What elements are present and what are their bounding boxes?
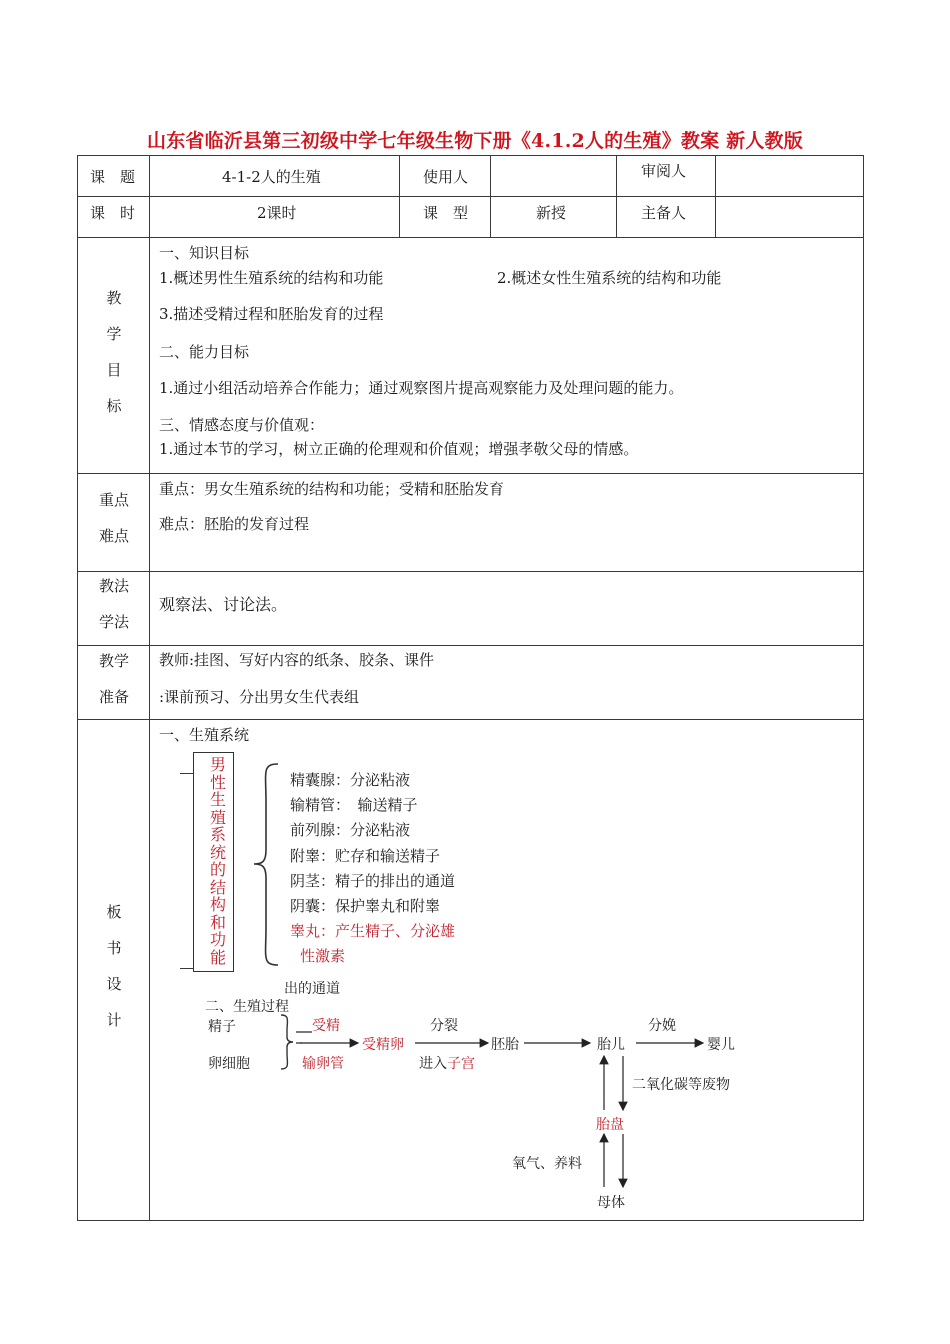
reviewer-label: 审阅人 <box>641 162 687 180</box>
embryo-label: 胚胎 <box>491 1037 519 1053</box>
baby-label: 婴儿 <box>707 1037 735 1053</box>
ability-heading: 二、能力目标 <box>159 343 250 361</box>
egg-label: 卵细胞 <box>208 1056 250 1072</box>
keypoints-label-2: 难点 <box>98 527 129 545</box>
male-organ-item: 阴囊：保护睾丸和附睾 <box>290 897 441 915</box>
prep-label-1: 教学 <box>98 652 129 670</box>
board-label-2: 书 <box>106 939 122 957</box>
sperm-label: 精子 <box>208 1019 236 1035</box>
page-title: 山东省临沂县第三初级中学七年级生物下册《4.1.2人的生殖》教案 新人教版 <box>147 130 803 152</box>
mother-label: 母体 <box>597 1195 625 1211</box>
zygote-label: 受精卵 <box>362 1037 404 1053</box>
type-label: 课 型 <box>423 204 469 222</box>
division-label: 分裂 <box>430 1018 458 1034</box>
board-section2: 二、生殖过程 <box>205 999 289 1015</box>
methods-label-2: 学法 <box>98 613 129 631</box>
male-organ-item: 精囊腺：分泌粘液 <box>290 771 411 789</box>
topic-label: 课 题 <box>90 168 136 186</box>
nutrients-label: 氧气、养料 <box>512 1156 582 1172</box>
male-organ-item: 前列腺：分泌粘液 <box>290 821 411 839</box>
emotion-goal-1: 1.通过本节的学习，树立正确的伦理观和价值观；增强孝敬父母的情感。 <box>159 440 639 458</box>
difficult-point: 难点：胚胎的发育过程 <box>159 515 310 533</box>
prep-teacher: 教师:挂图、写好内容的纸条、胶条、课件 <box>159 651 435 669</box>
goals-label-3: 目 <box>106 361 122 379</box>
male-organ-item: 附睾：贮存和输送精子 <box>290 847 441 865</box>
key-point: 重点：男女生殖系统的结构和功能；受精和胚胎发育 <box>159 480 505 498</box>
knowledge-heading: 一、知识目标 <box>159 244 250 262</box>
male-organ-item: 性激素 <box>300 947 346 965</box>
knowledge-goal-2: 2.概述女性生殖系统的结构和功能 <box>497 269 722 287</box>
preparer-label: 主备人 <box>641 204 687 222</box>
knowledge-goal-3: 3.描述受精过程和胚胎发育的过程 <box>159 305 384 323</box>
male-organ-item: 阴茎：精子的排出的通道 <box>290 872 456 890</box>
prep-label-2: 准备 <box>98 688 129 706</box>
male-organ-item: 睾丸：产生精子、分泌雄 <box>290 922 456 940</box>
fetus-label: 胎儿 <box>597 1037 625 1053</box>
into-prefix: 进入 <box>419 1056 447 1072</box>
type-value: 新授 <box>536 204 567 222</box>
goals-label-4: 标 <box>106 397 122 415</box>
goals-label-1: 教 <box>106 289 122 307</box>
board-label-3: 设 <box>106 975 122 993</box>
placenta-label: 胎盘 <box>596 1117 624 1133</box>
stray-text: 出的通道 <box>284 981 340 997</box>
methods-text: 观察法、讨论法。 <box>159 595 288 614</box>
uterus-label: 子宫 <box>447 1056 475 1072</box>
male-system-box-text: 男性生殖系统的结构和功能 <box>210 755 227 967</box>
knowledge-goal-1: 1.概述男性生殖系统的结构和功能 <box>159 269 384 287</box>
male-organ-item: 输精管： 输送精子 <box>290 796 418 814</box>
waste-label: 二氧化碳等废物 <box>632 1077 730 1093</box>
ability-goal-1: 1.通过小组活动培养合作能力；通过观察图片提高观察能力及处理问题的能力。 <box>159 379 684 397</box>
board-label-4: 计 <box>106 1011 122 1029</box>
user-label: 使用人 <box>423 168 469 186</box>
board-section1: 一、生殖系统 <box>159 726 250 744</box>
topic-value: 4-1-2人的生殖 <box>222 168 321 186</box>
oviduct-label: 输卵管 <box>302 1056 344 1072</box>
birth-label: 分娩 <box>648 1018 676 1034</box>
prep-students: :课前预习、分出男女生代表组 <box>159 688 360 706</box>
fertilization-label: 受精 <box>312 1018 340 1034</box>
goals-label-2: 学 <box>106 325 122 343</box>
keypoints-label-1: 重点 <box>98 491 129 509</box>
hours-label: 课 时 <box>90 204 136 222</box>
methods-label-1: 教法 <box>98 577 129 595</box>
emotion-heading: 三、情感态度与价值观： <box>159 416 325 434</box>
board-label-1: 板 <box>106 903 122 921</box>
hours-value: 2课时 <box>257 204 297 222</box>
